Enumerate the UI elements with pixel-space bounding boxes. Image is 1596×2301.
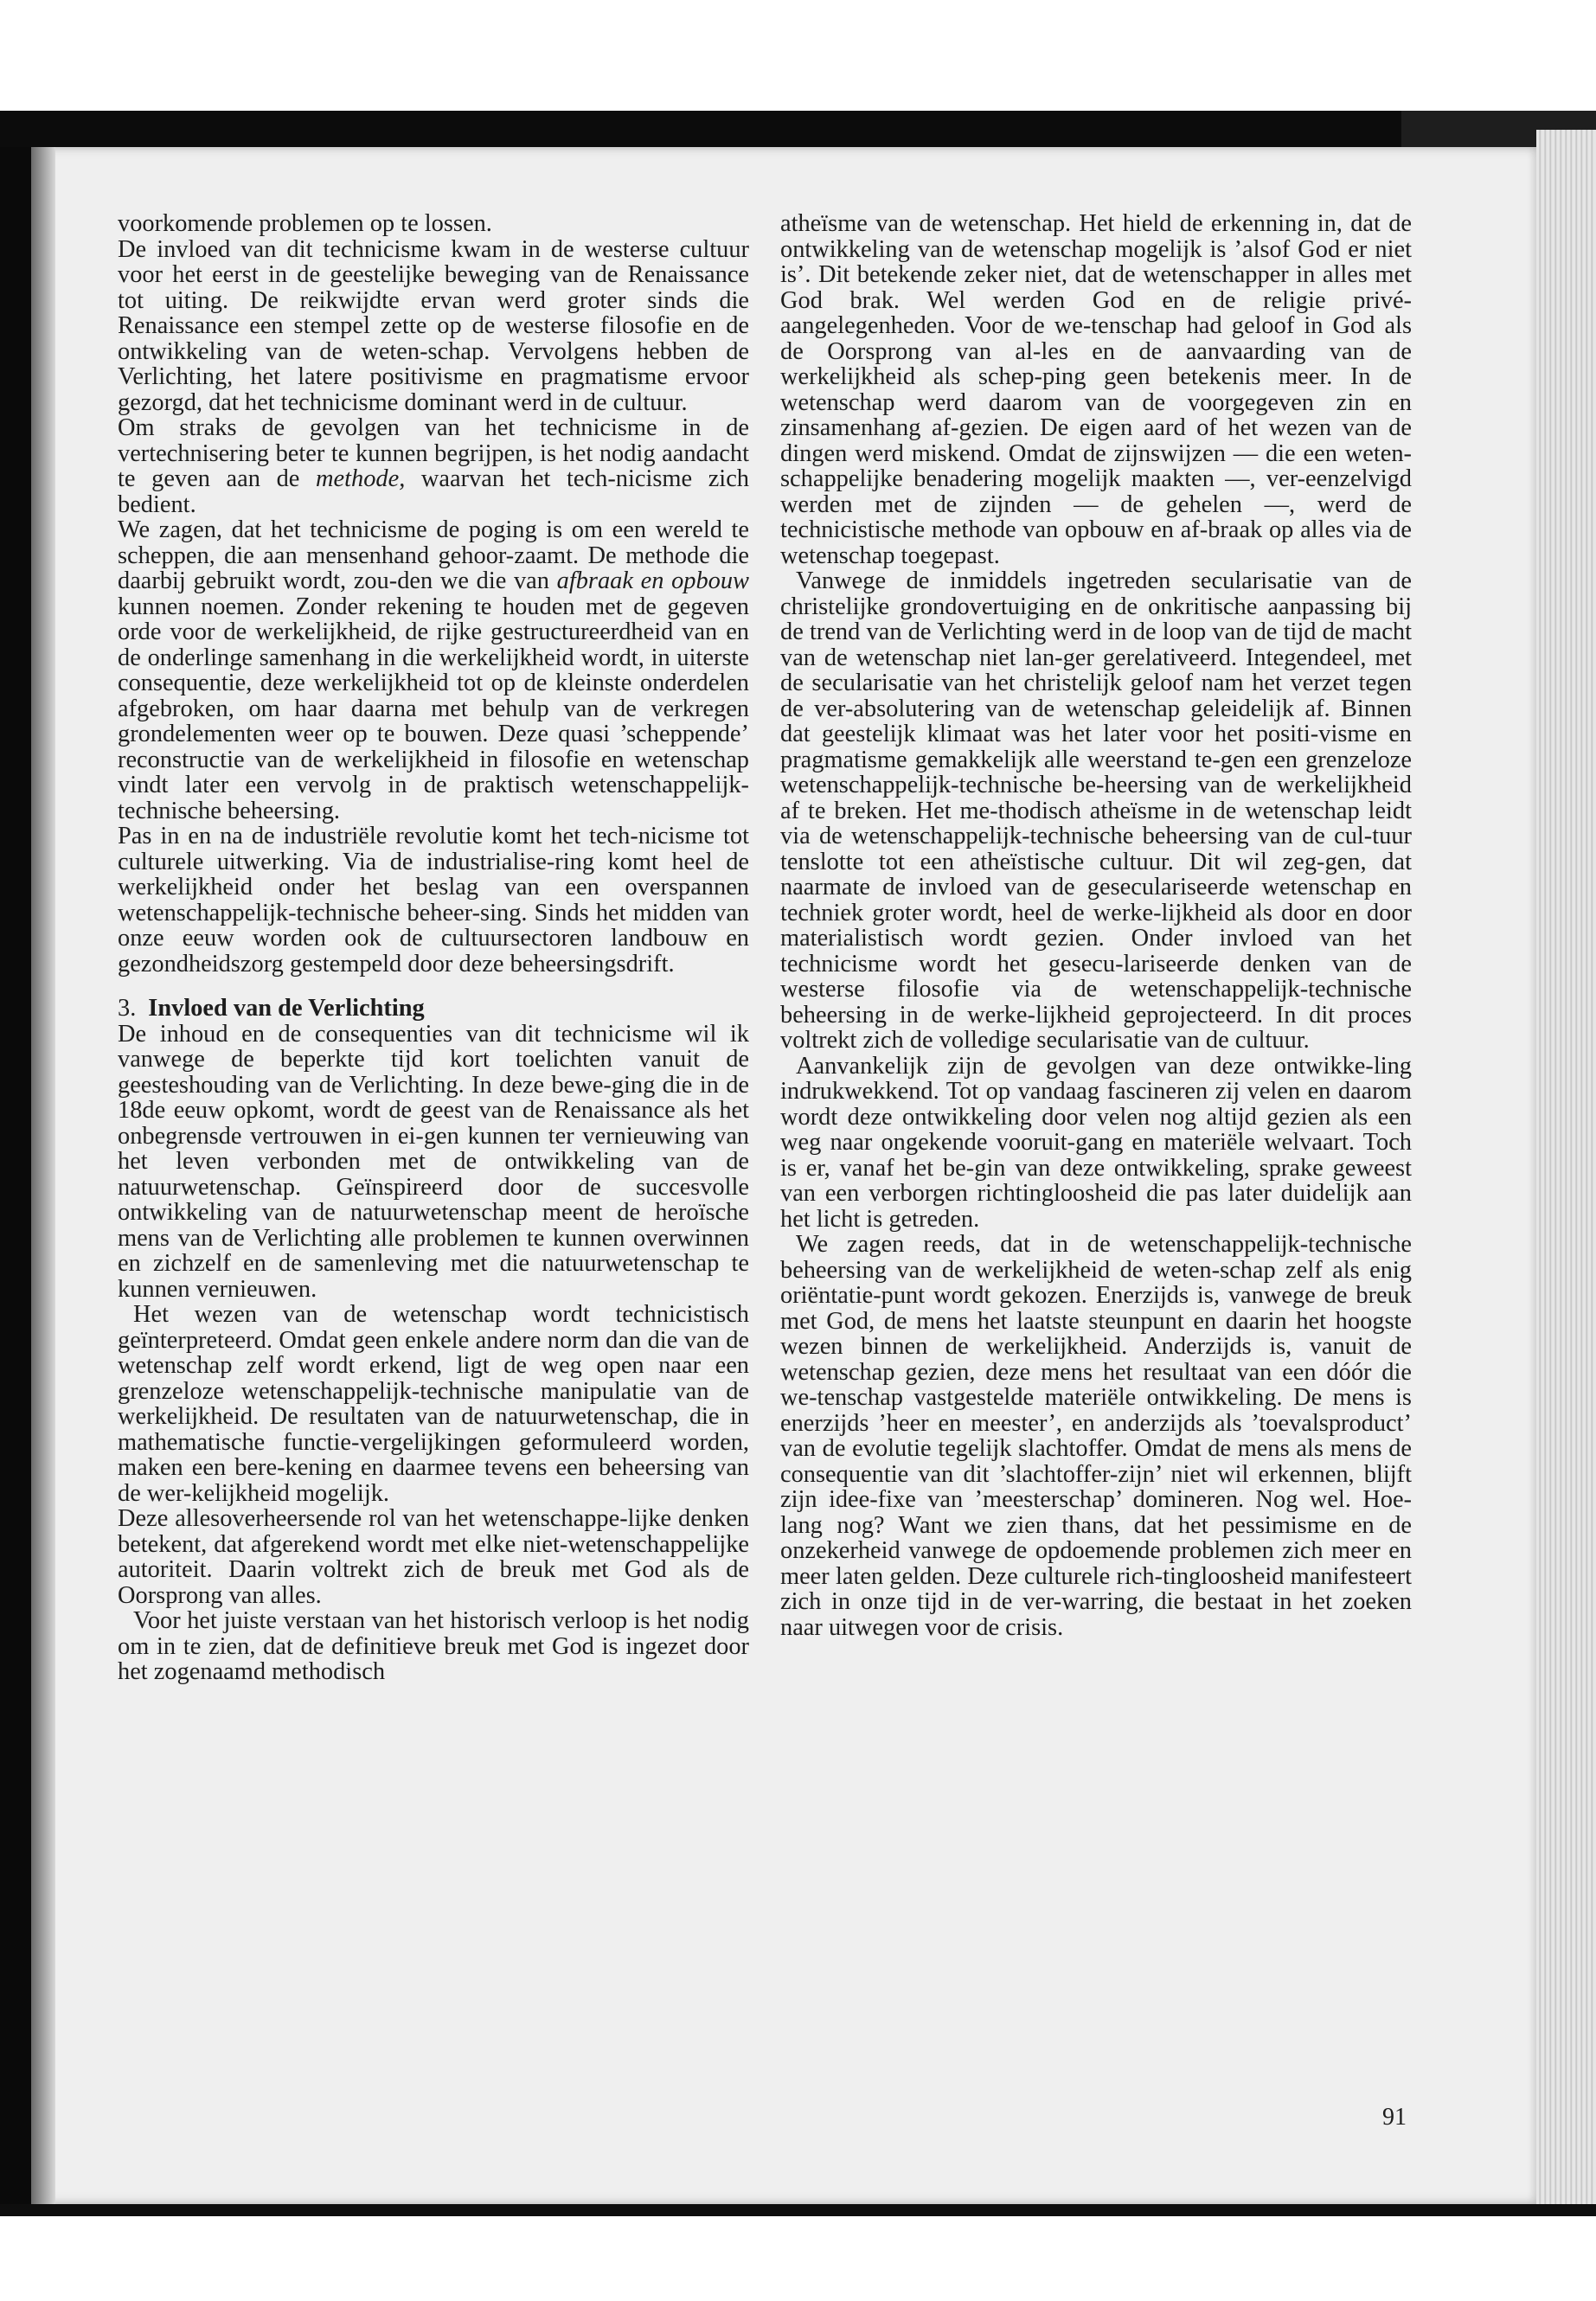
- emphasis-methode: methode,: [316, 465, 406, 492]
- section-title: Invloed van de Verlichting: [148, 995, 425, 1022]
- paragraph: Voor het juiste verstaan van het historisch verloop is het nodig om in te zien, dat de definitieve breuk met God is ingezet door het zogenaamd methodisch: [118, 1607, 749, 1685]
- paragraph: De inhoud en de consequenties van dit technicisme wil ik vanwege de beperkte tijd kort toelichten vanuit de geesteshouding van de Verlichting. In deze bewe-ging die in de 18de eeuw opkomt, wordt de geest van de Renaissance als het onbegrensde vertrouwen in ei-gen kunnen ter vernieuwing van het leven verbonden met de ontwikkeling van de natuurwetenschap. Geïnspireerd door de succesvolle ontwikkeling van de natuurwetenschap meent de heroïsche mens van de Verlichting alle problemen te kunnen overwinnen en zichzelf en de samenleving met die natuurwetenschap te kunnen vernieuwen.: [118, 1020, 749, 1303]
- scan-border-top: [0, 111, 1596, 147]
- paragraph: Om straks de gevolgen van het technicisme in de vertechnisering beter te kunnen begrijpen, is het nodig aandacht te geven aan de methode, waarvan het tech-nicisme zich bedient.: [118, 414, 749, 518]
- paragraph: Aanvankelijk zijn de gevolgen van deze ontwikke-ling indrukwekkend. Tot op vandaag fascineren zij velen en daarom wordt deze ontwikkeling door velen nog altijd gezien als een weg naar ongekende vooruit-gang en materiële welvaart. Toch is er, vanaf het be-gin van deze ontwikkeling, sprake geweest van een verborgen richtingloosheid die pas later duidelijk aan het licht is getreden.: [780, 1052, 1412, 1233]
- paragraph: We zagen reeds, dat in de wetenschappelijk-technische beheersing van de werkelijkheid de weten-schap zelf als enig oriëntatie-punt wordt gekozen. Enerzijds is, vanwege de breuk met God, de mens het laatste steunpunt en daarin het hoogste wezen binnen de werkelijkheid. Anderzijds is, vanuit de wetenschap gezien, deze mens het resultaat van een dóór die we-tenschap vastgestelde materiële ontwikkeling. De mens is enerzijds ’heer en meester’, en anderzijds als ’toevalsproduct’ van de evolutie tegelijk slachtoffer. Omdat de mens als mens de consequentie van dit ’slachtoffer-zijn’ niet wil erkennen, blijft zijn idee-fixe van ’meesterschap’ domineren. Nog wel. Hoe-lang nog? Want we zien thans, dat het pessimisme en de onzekerheid vanwege de opdoemende problemen zich meer en meer laten gelden. Deze culturele rich-tingloosheid manifesteert zich in onze tijd in de ver-warring, die bestaat in het zoeken naar uitwegen voor de crisis.: [780, 1231, 1412, 1641]
- paragraph: Pas in en na de industriële revolutie komt het tech-nicisme tot culturele uitwerking. Via de industrialise-ring komt heel de werkelijkheid onder het beslag van een overspannen wetenschappelijk-technische beheer-sing. Sinds het midden van onze eeuw worden ook de cultuursectoren landbouw en gezondheidszorg gestempeld door deze beheersingsdrift.: [118, 823, 749, 977]
- paragraph: Deze allesoverheersende rol van het wetenschappe-lijke denken betekent, dat afgerekend wordt met elke niet-wetenschappelijke autoriteit. Daarin voltrekt zich de breuk met God als de Oorsprong van alles.: [118, 1505, 749, 1609]
- paragraph: De invloed van dit technicisme kwam in de westerse cultuur voor het eerst in de geestelijke beweging van de Renaissance tot uiting. De reikwijdte ervan werd groter sinds die Renaissance een stempel zette op de westerse filosofie en de ontwikkeling van de weten-schap. Vervolgens hebben de Verlichting, het latere positivisme en pragmatisme ervoor gezorgd, dat het technicisme dominant werd in de cultuur.: [118, 235, 749, 416]
- paragraph: We zagen, dat het technicisme de poging is om een wereld te scheppen, die aan mensenhand gehoor-zaamt. De methode die daarbij gebruikt wordt, zou-den we die van afbraak en opbouw kunnen noemen. Zonder rekening te houden met de gegeven orde voor de werkelijkheid, de rijke gestructureerdheid van en de onderlinge samenhang in die werkelijkheid wordt, in uiterste consequentie, deze werkelijkheid tot op de kleinste onderdelen afgebroken, om haar daarna met behulp van de verkregen grondelementen weer op te bouwen. Deze quasi ’scheppende’ reconstructie van de werkelijkheid in filosofie en wetenschap vindt later een vervolg in de praktisch wetenschappelijk-technische beheersing.: [118, 516, 749, 824]
- emphasis-afbraak-opbouw: afbraak en opbouw: [556, 567, 749, 594]
- page-gutter-shadow: [31, 147, 55, 2204]
- right-column: [780, 211, 1412, 1640]
- paragraph: voorkomende problemen op te lossen.: [118, 210, 492, 237]
- section-heading: [118, 996, 749, 1022]
- section-number: 3.: [118, 995, 137, 1022]
- paragraph: Het wezen van de wetenschap wordt technicistisch geïnterpreteerd. Omdat geen enkele andere norm dan die van de wetenschap zelf wordt erkend, ligt de weg open naar een grenzeloze wetenschappelijk-technische manipulatie van de werkelijkheid. De resultaten van de natuurwetenschap, die in mathematische functie-vergelijkingen geformuleerd worden, maken een bere-kening en daarmee tevens een beheersing van de wer-kelijkheid mogelijk.: [118, 1301, 749, 1507]
- page-number: 91: [1382, 2104, 1407, 2131]
- scan-border-left: [0, 147, 31, 2204]
- left-column: [118, 211, 749, 1685]
- paragraph: atheïsme van de wetenschap. Het hield de erkenning in, dat de ontwikkeling van de wetenschap mogelijk is ’alsof God er niet is’. Dit betekende zeker niet, dat de wetenschapper in alles met God brak. Wel werden God en de religie privé-aangelegenheden. Voor de we-tenschap had geloof in God als de Oorsprong van al-les en de aanvaarding van de werkelijkheid als schep-ping geen betekenis meer. In de wetenschap werd daarom van de voorgegeven zin en zinsamenhang af-gezien. De eigen aard of het wezen van de dingen werd miskend. Omdat de zijnswijzen — die een weten-schappelijke benadering mogelijk maakten —, ver-eenzelvigd werden met de zijnden — de gehelen —, werd de technicistische methode van opbouw en af-braak op alles via de wetenschap toegepast.: [780, 210, 1412, 569]
- scan-border-bottom: [0, 2204, 1596, 2216]
- page-stack-edge: [1536, 130, 1596, 2204]
- paragraph: Vanwege de inmiddels ingetreden secularisatie van de christelijke grondovertuiging en de onkritische aanpassing bij de trend van de Verlichting werd in de loop van de tijd de macht van de wetenschap niet lan-ger gerelativeerd. Integendeel, met de secularisatie van het christelijk geloof nam het verzet tegen de ver-absolutering van de wetenschap geleidelijk af. Binnen dat geestelijk klimaat was het later voor het positi-visme en pragmatisme gemakkelijk alle weerstand te-gen een grenzeloze wetenschappelijk-technische be-heersing van de werkelijkheid af te breken. Het me-thodisch atheïsme in de wetenschap leidt via de wetenschappelijk-technische beheersing van de cul-tuur tenslotte tot een atheïstische cultuur. Dit wil zeg-gen, dat naarmate de invloed van de geseculariseerde wetenschap en techniek groter wordt, heel de werke-lijkheid als door en door materialistisch wordt gezien. Onder invloed van het technicisme wordt het gesecu-lariseerde denken van de westerse filosofie via de wetenschappelijk-technische beheersing in de werke-lijkheid geprojecteerd. In dit proces voltrekt zich de volledige secularisatie van de cultuur.: [780, 567, 1412, 1054]
